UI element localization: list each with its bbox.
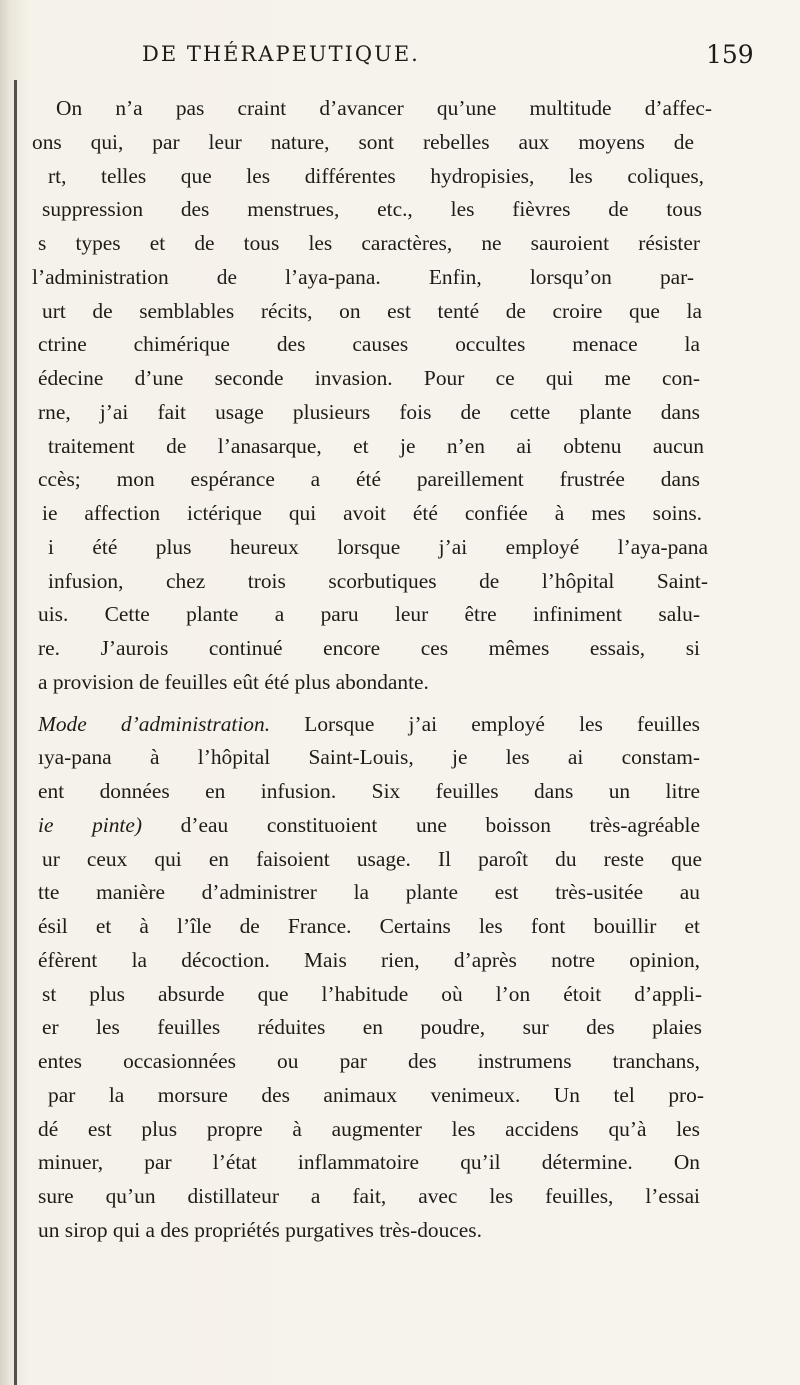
text-line: l’administration de l’aya-pana. Enfin, lorsqu’on par-	[32, 264, 694, 289]
text-line: On n’a pas craint d’avancer qu’une multitude d’affec-	[56, 96, 712, 120]
text-line: infusion, chez trois scorbutiques de l’hôpital Saint-	[48, 568, 708, 593]
text-line: urt de semblables récits, on est tenté de croire que la	[42, 298, 702, 323]
text-line: dé est plus propre à augmenter les accidens qu’à les	[38, 1116, 700, 1141]
text-line: rt, telles que les différentes hydropisies, les coliques,	[48, 163, 704, 188]
text-line: ctrine chimérique des causes occultes menace la	[38, 332, 700, 357]
section-heading: Mode d’administration.	[38, 711, 271, 736]
text-line: tte manière d’administrer la plante est très-usitée au	[38, 880, 700, 905]
text-line: ccès; mon espérance a été pareillement frustrée dans	[38, 467, 700, 492]
italic-span: ie pinte)	[38, 812, 142, 837]
text-line: st plus absurde que l’habitude où l’on étoit d’appli-	[42, 981, 702, 1006]
text-line: suppression des menstrues, etc., les fièvres de tous	[42, 197, 702, 222]
text-line: i été plus heureux lorsque j’ai employé l’aya-pana	[48, 534, 708, 559]
text-line: ent données en infusion. Six feuilles dans un litre	[38, 779, 700, 803]
text-span: Lorsque j’ai employé les feuilles	[270, 711, 701, 736]
text-line: ons qui, par leur nature, sont rebelles aux moyens de	[32, 129, 694, 154]
text-line: ésil et à l’île de France. Certains les font bouillir et	[38, 914, 700, 938]
text-line: s types et de tous les caractères, ne sauroient résister	[38, 231, 700, 255]
text-line: a provision de feuilles eût été plus abondante.	[38, 669, 429, 694]
text-span: d’eau constituoient une boisson très-agréable	[142, 812, 700, 837]
text-line: re. J’aurois continué encore ces mêmes essais, si	[38, 636, 700, 660]
page-number: 159	[706, 40, 754, 69]
running-header	[0, 42, 800, 82]
text-line	[16, 809, 800, 843]
text-line: sure qu’un distillateur a fait, avec les feuilles, l’essai	[38, 1184, 700, 1208]
text-line: un sirop qui a des propriétés purgatives très-douces.	[38, 1217, 482, 1242]
text-line: minuer, par l’état inflammatoire qu’il détermine. On	[38, 1150, 700, 1175]
text-line: éfèrent la décoction. Mais rien, d’après notre opinion,	[38, 947, 700, 972]
text-line: uis. Cette plante a paru leur être infiniment salu-	[38, 602, 700, 627]
text-line: édecine d’une seconde invasion. Pour ce qui me con-	[38, 366, 700, 390]
text-line: traitement de l’anasarque, et je n’en ai obtenu aucun	[48, 433, 704, 458]
text-line: ie affection ictérique qui avoit été confiée à mes soins.	[42, 501, 702, 525]
text-line: ur ceux qui en faisoient usage. Il paroît du reste que	[42, 846, 702, 871]
text-line: er les feuilles réduites en poudre, sur des plaies	[42, 1015, 702, 1040]
text-line: ıya-pana à l’hôpital Saint-Louis, je les ai constam-	[38, 745, 700, 770]
text-line: par la morsure des animaux venimeux. Un tel pro-	[48, 1082, 704, 1107]
body-text	[16, 92, 786, 1248]
text-line: rne, j’ai fait usage plusieurs fois de cette plante dans	[38, 399, 700, 424]
running-title: DE THÉRAPEUTIQUE.	[142, 42, 420, 66]
text-line: entes occasionnées ou par des instrumens tranchans,	[38, 1049, 700, 1073]
text-line	[16, 708, 800, 742]
